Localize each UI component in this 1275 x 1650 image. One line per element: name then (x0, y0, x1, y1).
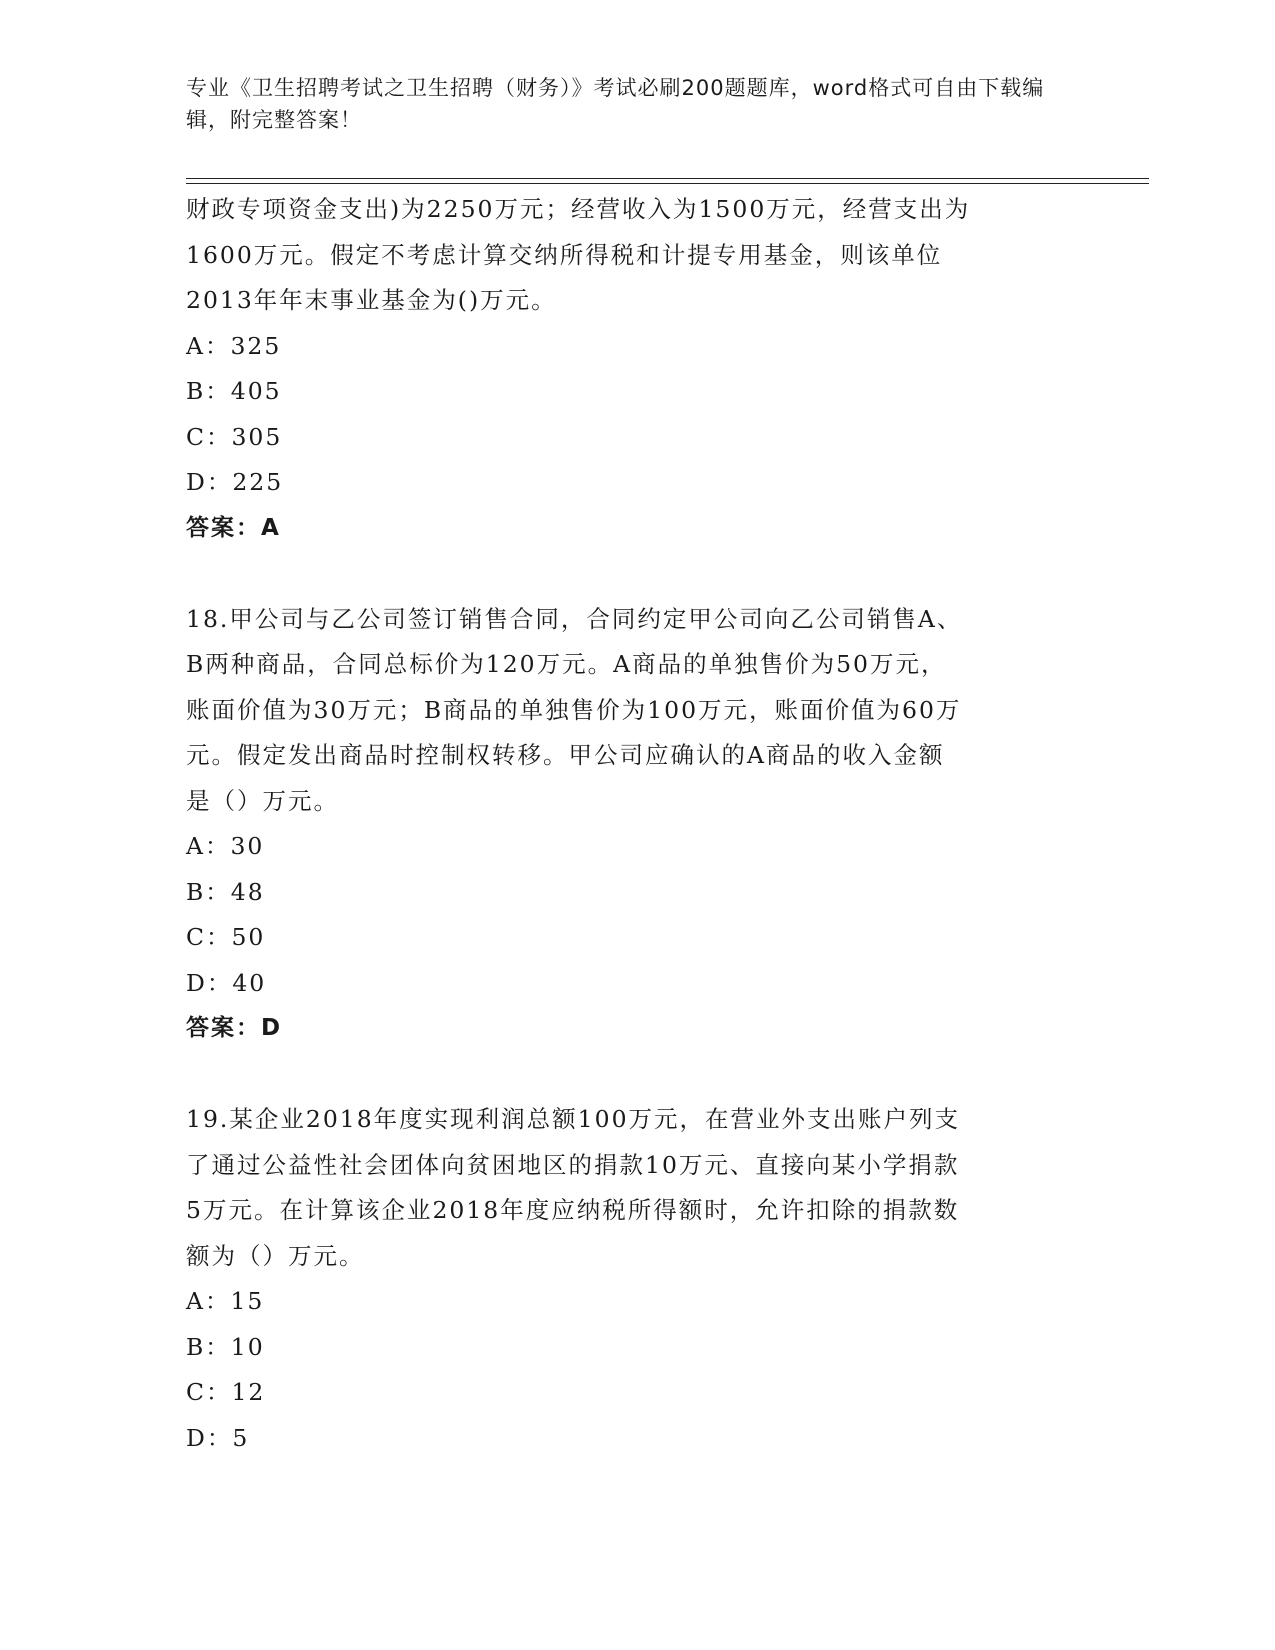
question-text-line: 5万元。在计算该企业2018年度应纳税所得额时，允许扣除的捐款数 (186, 1196, 960, 1224)
question-19 (186, 1097, 1086, 1461)
question-text-line: 1600万元。假定不考虑计算交纳所得税和计提专用基金，则该单位 (186, 240, 943, 269)
option-b: B：405 (186, 377, 282, 405)
header-divider-top (186, 178, 1149, 179)
option-a: A：325 (186, 331, 282, 360)
question-content (186, 187, 1086, 1461)
option-c: C：12 (186, 1378, 266, 1406)
header-divider-bottom (186, 183, 1149, 184)
option-b: B：48 (186, 877, 265, 906)
answer-line: 答案：D (186, 1015, 283, 1041)
option-d: D：225 (186, 468, 284, 496)
header-title: 专业《卫生招聘考试之卫生招聘（财务）》考试必刷200题题库，word格式可自由下载编辑，附完整答案！ (186, 76, 1045, 132)
question-text-line: 账面价值为30万元；B商品的单独售价为100万元，账面价值为60万 (186, 695, 962, 724)
question-text-line: 2013年年末事业基金为()万元。 (186, 286, 557, 314)
document-header (186, 72, 1066, 136)
question-text-line: 18.甲公司与乙公司签订销售合同，合同约定甲公司向乙公司销售A、 (186, 604, 963, 633)
option-d: D：40 (186, 968, 267, 997)
option-b: B：10 (186, 1332, 265, 1361)
question-18 (186, 597, 1086, 1052)
option-a: A：15 (186, 1287, 265, 1315)
option-a: A：30 (186, 832, 265, 860)
option-d: D：5 (186, 1423, 250, 1452)
option-c: C：305 (186, 422, 283, 451)
question-text-line: 是（）万元。 (186, 786, 339, 815)
question-text-line: 额为（）万元。 (186, 1241, 365, 1270)
option-c: C：50 (186, 923, 266, 951)
answer-line: 答案：A (186, 514, 281, 541)
question-text-line: B两种商品，合同总标价为120万元。A商品的单独售价为50万元， (186, 650, 947, 678)
question-17 (186, 187, 1086, 551)
spacer (186, 1052, 1086, 1098)
spacer (186, 551, 1086, 597)
question-text-line: 19.某企业2018年度实现利润总额100万元，在营业外支出账户列支 (186, 1105, 961, 1133)
question-text-line: 财政专项资金支出)为2250万元；经营收入为1500万元，经营支出为 (186, 195, 971, 223)
question-text-line: 元。假定发出商品时控制权转移。甲公司应确认的A商品的收入金额 (186, 741, 945, 769)
question-text-line: 了通过公益性社会团体向贫困地区的捐款10万元、直接向某小学捐款 (186, 1150, 960, 1179)
